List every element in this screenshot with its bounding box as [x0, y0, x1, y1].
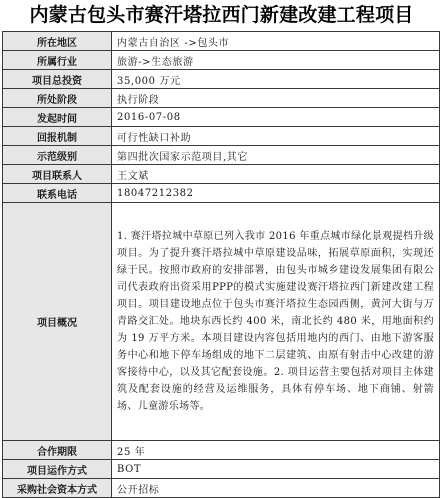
row-value: 公开招标 [112, 479, 440, 498]
table-row-industry [3, 51, 440, 70]
table-row-overview [3, 203, 440, 441]
row-label: 所处阶段 [3, 89, 112, 108]
row-value: 执行阶段 [112, 89, 440, 108]
row-value: 18047212382 [112, 184, 440, 203]
row-value: 2016-07-08 [112, 108, 440, 127]
table-row-operation-mode [3, 460, 440, 479]
row-value-overview: 1. 赛汗塔拉城中草原已列入我市 2016 年重点城市绿化景观提档升级项目。为了提升赛汗塔拉城中草原建设品味，拓展草原面积，实现还绿于民。按照市政府的安排部署，由包头市城乡建设发展集团有限公司代表政府出资采用PPP的模式实施建设赛汗塔拉西门新建改建工程项目。项目建设地点位于包头市赛汗塔拉生态园西侧，黄河大街与万青路交汇处。地块东西长约 400 米，南北长约 480 米，用地面积约为 19 万平方米。本项目建设内容包括用地内的西门、由地下游客服务中心和地下停车场组成的地下二层建筑、由原有射击中心改建的游客接待中心，以及其它配套设施。2. 项目运营主要包括对项目主体建筑及配套设施的经营及运维服务，具体有停车场、地下商铺、射箭场、儿童游乐场等。 [112, 203, 440, 441]
table-row-return-mechanism [3, 127, 440, 146]
row-value: 内蒙古自治区 ->包头市 [112, 32, 440, 51]
row-value: 25 年 [112, 441, 440, 460]
row-label: 示范级别 [3, 146, 112, 165]
row-label: 合作期限 [3, 441, 112, 460]
row-label: 项目概况 [3, 203, 112, 441]
table-row-phone [3, 184, 440, 203]
row-label: 联系电话 [3, 184, 112, 203]
project-info-table [2, 31, 440, 498]
table-row-region [3, 32, 440, 51]
table-row-total-investment [3, 70, 440, 89]
row-label: 采购社会资本方式 [3, 479, 112, 498]
row-label: 项目运作方式 [3, 460, 112, 479]
table-row-procurement [3, 479, 440, 498]
row-label: 发起时间 [3, 108, 112, 127]
row-label: 所在地区 [3, 32, 112, 51]
row-label: 项目总投资 [3, 70, 112, 89]
row-value: 旅游->生态旅游 [112, 51, 440, 70]
table-row-start-date [3, 108, 440, 127]
row-value: 可行性缺口补助 [112, 127, 440, 146]
row-label: 所属行业 [3, 51, 112, 70]
page-title: 内蒙古包头市赛汗塔拉西门新建改建工程项目 [29, 4, 414, 26]
table-row-contact [3, 165, 440, 184]
row-value: 35,000 万元 [112, 70, 440, 89]
table-row-stage [3, 89, 440, 108]
table-row-term [3, 441, 440, 460]
row-value: 王文斌 [112, 165, 440, 184]
row-value: BOT [112, 460, 440, 479]
row-value: 第四批次国家示范项目,其它 [112, 146, 440, 165]
row-label: 项目联系人 [3, 165, 112, 184]
row-label: 回报机制 [3, 127, 112, 146]
table-row-demo-level [3, 146, 440, 165]
